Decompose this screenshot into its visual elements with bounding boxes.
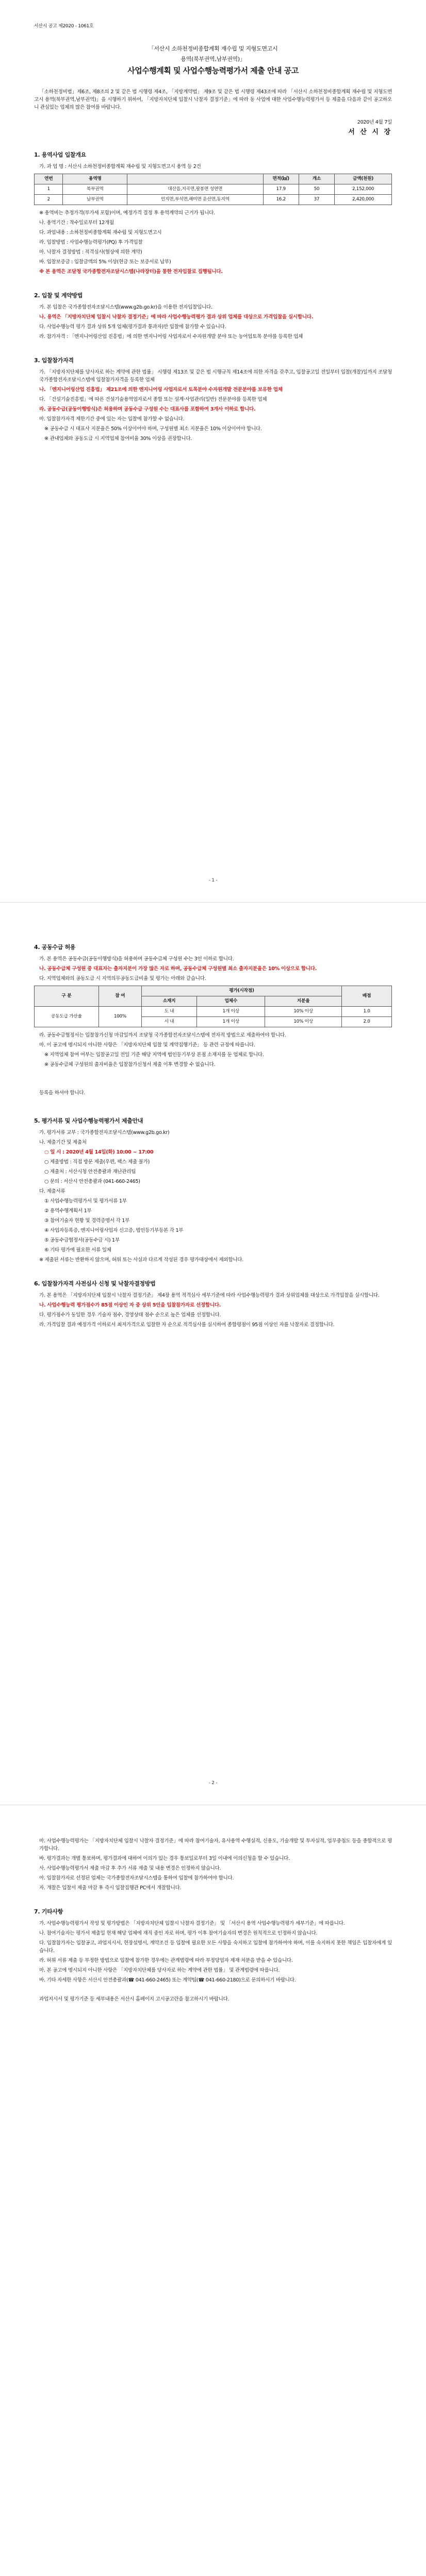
table-header-cell (127, 174, 263, 184)
table-row (35, 1007, 392, 1017)
table-header-cell: 구 분 (35, 986, 99, 1007)
table-cell: 2 (35, 195, 63, 205)
table-header-cell: 배점 (341, 986, 391, 1007)
section-6-item: 자. 개찰은 입찰서 제출 마감 후 즉시 입찰집행관 PC에서 개찰합니다. (39, 1885, 182, 1891)
joint-table-header-row (35, 986, 392, 996)
document-page-3 (0, 1805, 426, 2576)
section-7-item: 나. 참여기술자는 평가서 제출일 현재 해당 업체에 재직 중인 자로 하며, 평가 이후 참여기술자의 변경은 원칙적으로 인정하지 않습니다. (39, 1930, 318, 1936)
table-cell: 16.2 (263, 195, 299, 205)
section-1-title: 1. 용역사업 입찰개요 (34, 151, 86, 158)
section-3-note: ※ 공동수급 시 대표사 지분율은 50% 이상이어야 하며, 구성원별 최소 지분율은 10% 이상이어야 합니다. (44, 426, 262, 432)
issuer-name: 서 산 시 장 (348, 128, 392, 136)
section-4-item: 가. 본 용역은 공동수급(공동이행방식)을 허용하며 공동수급체 구성원 수는 3인 이하로 합니다. (39, 956, 234, 962)
closing-text: 등록을 하셔야 합니다. (39, 1090, 85, 1096)
page-number: - 2 - (208, 1781, 218, 1786)
table-row (35, 195, 392, 205)
section-5-item: ④ 사업자등록증, 엔지니어링사업자 신고증, 법인등기부등본 각 1부 (44, 1228, 184, 1233)
title-sub-line-2: 용역(북부권역,남부권역)」 (181, 56, 245, 62)
joint-contract-table (34, 986, 392, 1027)
section-6-item: 사. 사업수행능력평가서 제출 마감 후 추가 서류 제출 및 내용 변경은 인정하지 않습니다. (39, 1866, 221, 1871)
table-cell: 대산읍,지곡면,팔봉면 성연면 (127, 184, 263, 195)
section-4-item: 다. 지역업체와의 공동도급 시 지역의무공동도급비율 및 평가는 아래와 같습니다. (39, 976, 206, 981)
submission-date: ○ 일 시 : 2020년 4월 14일(화) 10:00 ~ 17:00 (44, 1149, 154, 1155)
table-cell: 1 (35, 184, 63, 195)
table-cell: 공동도급 가산율 (35, 1007, 99, 1027)
section-4-item: 라. 공동수급협정서는 입찰참가신청 마감일까지 조달청 국가종합전자조달시스템에 전자적 방법으로 제출하여야 합니다. (39, 1032, 286, 1038)
section-5-title: 5. 평가서류 및 사업수행능력평가서 제출안내 (34, 1117, 143, 1124)
section-1-item: 마. 낙찰자 결정방법 : 적격심사(협상에 의한 계약) (39, 249, 142, 255)
table-cell: 2,152,000 (335, 184, 392, 195)
section-5-item: 나. 제출기간 및 제출처 (39, 1140, 87, 1145)
section-4-note: ※ 지역업체 참여 여부는 입찰공고일 전일 기준 해당 지역에 법인등기부상 본점 소재지를 둔 업체로 합니다. (44, 1052, 264, 1058)
page-number: - 1 - (208, 878, 218, 883)
section-5-item: 가. 평가서류 교부 : 국가종합전자조달시스템(www.g2b.go.kr) (39, 1130, 170, 1136)
section-2-item: 라. 참가자격 : 「엔지니어링산업 진흥법」에 의한 엔지니어링 사업자로서 수자원개발 분야 또는 농어업토목 분야를 등록한 업체 (39, 334, 303, 340)
section-5-item: ○ 문의 : 서산시 안전총괄과 (041-660-2465) (44, 1179, 140, 1184)
section-5-item: ○ 제출방법 : 직접 방문 제출(우편, 팩스 제출 불가) (44, 1159, 150, 1165)
section-6-highlight-item: 나. 사업수행능력 평가점수가 85점 이상인 자 중 상위 5인을 입찰참가자로 선정합니다. (39, 1302, 221, 1308)
table-cell: 시 내 (141, 1017, 196, 1027)
section-5-item: ⑤ 공동수급협정서(공동수급 시) 1부 (44, 1238, 120, 1243)
section-4-title: 4. 공동수급 허용 (34, 944, 76, 951)
section-4-item: 마. 이 공고에 명시되지 아니한 사항은 「지방자치단체 입찰 및 계약집행기준」 등 관련 규정에 따릅니다. (39, 1042, 255, 1048)
table-cell: 100% (99, 1007, 141, 1027)
section-7-title: 7. 기타사항 (34, 1908, 63, 1915)
section-1-note: ※ 용역비는 추정가격(부가세 포함)이며, 예정가격 결정 후 용역계약의 근거가 됩니다. (39, 210, 215, 216)
table-header-cell: 지분율 (265, 996, 342, 1007)
section-6-item: 다. 평가점수가 동일한 경우 기술자 점수, 경영상태 점수 순으로 높은 업체를 선정합니다. (39, 1312, 221, 1318)
section-3-highlight-item: 나. 「엔지니어링산업 진흥법」 제21조에 의한 엔지니어링 사업자로서 토목분야 수자원개발 전문분야를 보유한 업체 (39, 387, 283, 393)
table-cell: 50 (299, 184, 334, 195)
section-6-item: 아. 입찰참가자로 선정된 업체는 국가종합전자조달시스템을 통하여 입찰에 참가하여야 합니다. (39, 1875, 234, 1881)
table-cell: 2.0 (341, 1017, 391, 1027)
section-5-item: ② 용역수행계획서 1부 (44, 1208, 92, 1214)
table-header-cell: 업체수 (197, 996, 265, 1007)
intro-paragraph: 「소하천정비법」제6조, 제8조의 2 및 같은 법 시행령 제4조, 「지방계약법」 제9조 및 같은 법 시행령 제43조에 따라 「서산시 소하천정비종합계획 재수립 및 지형도면고시 용역(북부권역,남부권역)」을 시행하기 위하여, 「지방자치단체 입찰시 낙찰자 결정기준」에 따라 동 사업에 대한 사업수행능력평가서 등 제출을 다음과 같이 공고하오니 관심있는 업체의 많은 참여를 바랍니다. (34, 89, 392, 110)
section-3-note: ※ 관내업체와 공동도급 시 지역업체 참여비율 30% 이상을 권장합니다. (44, 436, 192, 442)
document-page-1 (0, 0, 426, 903)
table-header-cell: 평가(시작점) (141, 986, 341, 996)
table-cell: 북부권역 (63, 184, 127, 195)
table-cell: 1개 이상 (197, 1007, 265, 1017)
notice-date: 2020년 4월 7일 (357, 120, 392, 125)
section-1-item: 라. 입찰방법 : 사업수행능력평가(PQ) 후 가격입찰 (39, 240, 143, 245)
title-sub-line-1: 「서산시 소하천정비종합계획 재수립 및 지형도면고시 (148, 45, 278, 52)
table-cell: 남부권역 (63, 195, 127, 205)
title-block (34, 44, 392, 77)
section-7-item: 마. 본 공고에 명시되지 아니한 사항은 「지방자치단체를 당사자로 하는 계약에 관한 법률」 및 관계법령에 따릅니다. (39, 1968, 280, 1973)
section-4-highlight-item: 나. 공동수급체 구성원 중 대표자는 출자지분이 가장 많은 자로 하며, 공동수급체 구성원별 최소 출자지분율은 10% 이상으로 합니다. (39, 966, 317, 972)
section-1-highlight-note: ※ 본 용역은 조달청 국가종합전자조달시스템(나라장터)을 통한 전자입찰로 집행됩니다. (39, 269, 223, 275)
project-table-header-row (35, 174, 392, 184)
table-header-cell: 용역명 (63, 174, 127, 184)
section-1-item: 다. 과업내용 : 소하천정비종합계획 재수립 및 지형도면고시 (39, 230, 162, 235)
table-cell: 인지면,부석면,해미면 운산면,동지역 (127, 195, 263, 205)
page-end-note: 과업지시서 및 평가기준 등 세부내용은 서산시 홈페이지 고시공고란을 참고하시기 바랍니다. (39, 1996, 230, 2002)
section-7-item: 라. 허위 서류 제출 등 부정한 방법으로 입찰에 참가한 경우에는 관계법령에 따라 부정당업자 제재 처분을 받을 수 있습니다. (39, 1958, 293, 1963)
table-cell: 17.9 (263, 184, 299, 195)
section-2-item: 다. 사업수행능력 평가 결과 상위 5개 업체(평가결과 통과자)만 입찰에 참가할 수 있습니다. (39, 324, 226, 330)
table-cell: 2,420,000 (335, 195, 392, 205)
section-6-item: 바. 평가결과는 개별 통보하며, 평가결과에 대하여 이의가 있는 경우 통보일로부터 3일 이내에 이의신청을 할 수 있습니다. (39, 1856, 290, 1861)
section-7-item: 가. 사업수행능력평가서 작성 및 평가방법은 「지방자치단체 입찰시 낙찰자 결정기준」 및 「서산시 용역 사업수행능력평가 세부기준」에 따릅니다. (39, 1921, 345, 1926)
section-5-item: ⑥ 기타 평가에 필요한 서류 일체 (44, 1247, 111, 1253)
section-6-item: 마. 사업수행능력평가는 「지방자치단체 입찰시 낙찰자 결정기준」에 따라 참여기술자, 유사용역 수행실적, 신용도, 기술개발 및 투자실적, 업무중첩도 등을 종합적으로 평가합니다. (39, 1838, 392, 1852)
table-cell: 도 내 (141, 1007, 196, 1017)
document-page-2 (0, 903, 426, 1805)
table-header-cell: 소재지 (141, 996, 196, 1007)
project-table (34, 174, 392, 205)
table-cell: 1.0 (341, 1007, 391, 1017)
section-5-note: ※ 제출된 서류는 반환하지 않으며, 허위 또는 사실과 다르게 작성된 경우 평가대상에서 제외합니다. (39, 1257, 243, 1263)
table-header-cell: 참 여 (99, 986, 141, 1007)
notice-number: 서산시 공고 제2020 - 1061호 (34, 24, 94, 29)
section-2-highlight-item: 나. 용역은 「지방자치단체 입찰시 낙찰자 결정기준」에 따라 사업수행능력평가 결과 상위 업체를 대상으로 가격입찰을 실시합니다. (39, 314, 314, 320)
table-header-cell: 개소 (299, 174, 334, 184)
section-6-title: 6. 입찰참가자격 사전심사 신청 및 낙찰자결정방법 (34, 1280, 156, 1287)
table-header-cell: 금액(천원) (335, 174, 392, 184)
table-cell: 10% 이상 (265, 1017, 342, 1027)
table-header-cell: 면적(㎢) (263, 174, 299, 184)
section-7-item: 다. 입찰참가자는 입찰공고, 과업지시서, 현장설명서, 계약조건 등 입찰에 필요한 모든 사항을 숙지하고 입찰에 참가하여야 하며, 이를 숙지하지 못한 책임은 입찰자에게 있습니다. (39, 1940, 392, 1954)
section-1-lead: 가. 과 업 명 : 서산시 소하천정비종합계획 재수립 및 지형도면고시 용역 등 2건 (39, 164, 201, 170)
table-cell: 37 (299, 195, 334, 205)
section-5-item: 다. 제출서류 (39, 1189, 65, 1194)
document-title: 사업수행계획 및 사업수행능력평가서 제출 안내 공고 (127, 66, 299, 75)
section-3-item: 다. 「건설기술진흥법」에 따른 건설기술용역업자로서 종합 또는 설계·사업관리(일반) 전문분야를 등록한 업체 (39, 397, 267, 402)
section-2-title: 2. 입찰 및 계약방법 (34, 292, 83, 299)
section-5-item: ○ 제출처 : 서산시청 안전총괄과 재난관리팀 (44, 1169, 136, 1175)
section-5-item: ① 사업수행능력평가서 및 평가서류 1부 (44, 1198, 127, 1204)
table-cell: 10% 이상 (265, 1007, 342, 1017)
section-6-item: 가. 본 용역은 「지방자치단체 입찰시 낙찰자 결정기준」 제4장 용역 적격심사 세부기준에 따라 사업수행능력평가 결과 상위업체를 대상으로 가격입찰을 실시합니다. (39, 1293, 380, 1298)
section-2-item: 가. 본 입찰은 국가종합전자조달시스템(www.g2b.go.kr)을 이용한 전자입찰입니다. (39, 304, 212, 310)
section-1-item: 나. 용역기간 : 착수일로부터 12개월 (39, 220, 114, 226)
section-3-highlight-item: 라. 공동수급(공동이행방식)은 허용하며 공동수급 구성원 수는 대표사를 포함하여 3개사 이하로 합니다. (39, 406, 256, 412)
table-cell: 1개 이상 (197, 1017, 265, 1027)
table-row (35, 184, 392, 195)
section-1-item: 바. 입찰보증금 : 입찰금액의 5% 이상(현금 또는 보증서로 납부) (39, 259, 171, 265)
section-4-note: ※ 공동수급체 구성원의 출자비율은 입찰참가신청서 제출 이후 변경할 수 없습니다. (44, 1062, 216, 1067)
section-6-item: 라. 가격입찰 결과 예정가격 이하로서 최저가격으로 입찰한 자 순으로 적격심사를 실시하여 종합평점이 95점 이상인 자를 낙찰자로 결정합니다. (39, 1322, 335, 1328)
section-3-item: 가. 「지방자치단체를 당사자로 하는 계약에 관한 법률」 시행령 제13조 및 같은 법 시행규칙 제14조에 의한 자격을 갖추고, 입찰공고일 전일부터 입찰(개찰)일까지 조달청 국가종합전자조달시스템에 입찰참가자격을 등록한 업체 (39, 369, 392, 383)
table-header-cell: 연번 (35, 174, 63, 184)
section-5-item: ③ 참여기술자 현황 및 경력증명서 각 1부 (44, 1218, 130, 1224)
section-7-item: 바. 기타 자세한 사항은 서산시 안전총괄과(☎ 041-660-2465) 또는 계약팀(☎ 041-660-2180)으로 문의하시기 바랍니다. (39, 1977, 296, 1983)
section-3-item: 마. 입찰참가자격 제한기간 중에 있는 자는 입찰에 참가할 수 없습니다. (39, 416, 185, 422)
section-3-title: 3. 입찰참가자격 (34, 357, 74, 364)
